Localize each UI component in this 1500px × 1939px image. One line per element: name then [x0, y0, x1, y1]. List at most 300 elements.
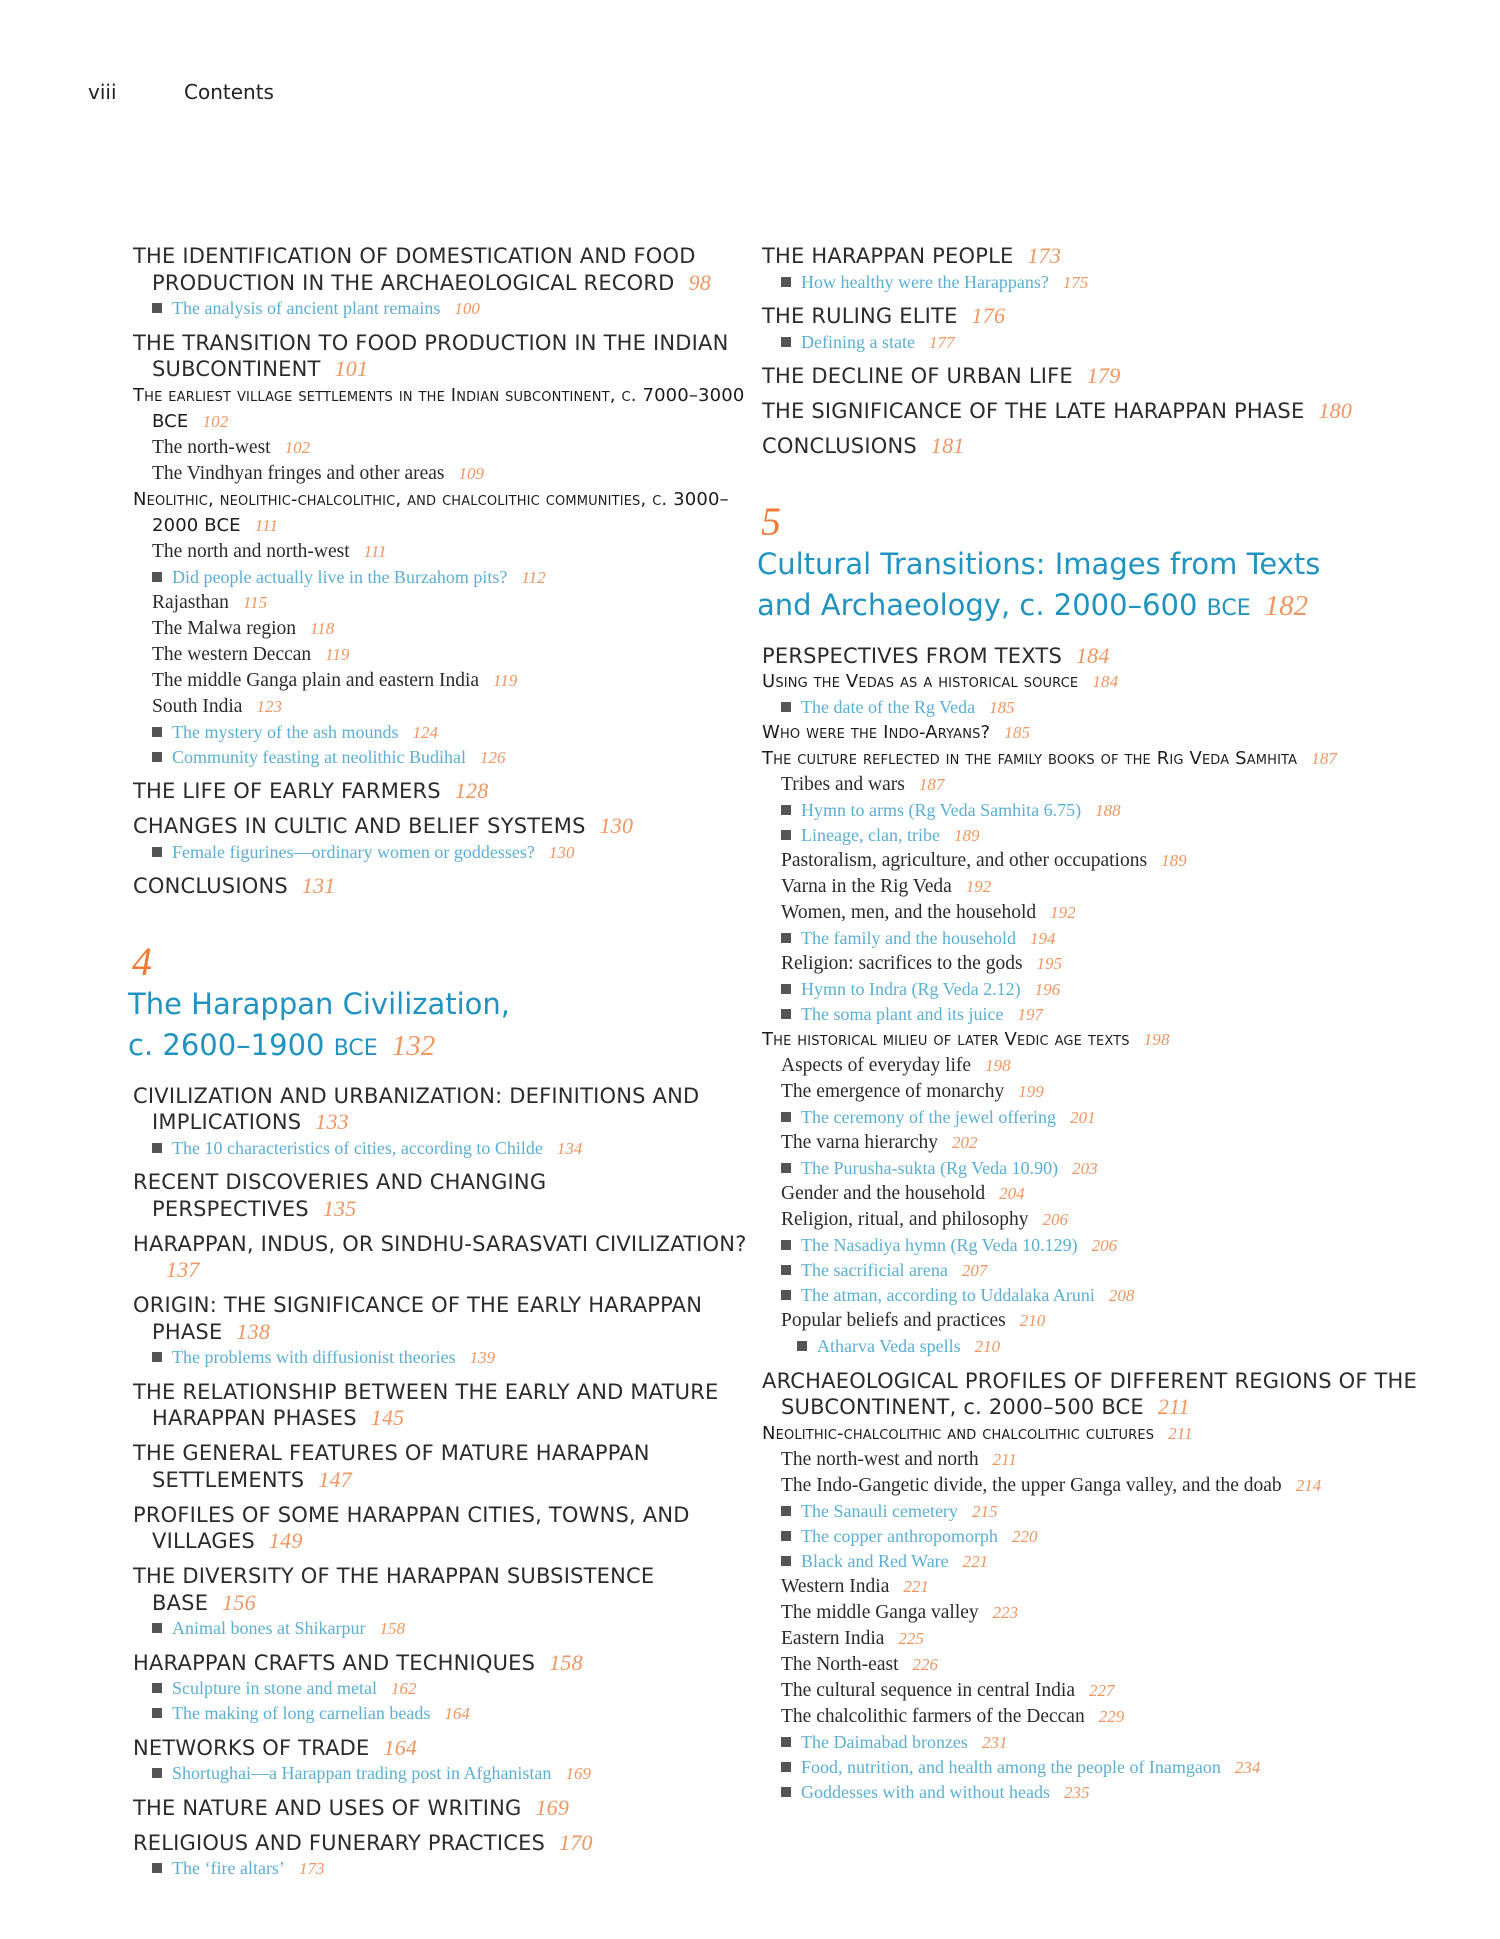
entry-title: The ‘fire altars’ — [172, 1858, 285, 1878]
entry-title: Popular beliefs and practices — [781, 1310, 1006, 1331]
entry-title: Religion, ritual, and philosophy — [781, 1209, 1029, 1230]
page-number: 175 — [1062, 272, 1089, 292]
page-number: 203 — [1072, 1159, 1098, 1178]
page-number: 198 — [985, 1056, 1011, 1075]
entry-title: The analysis of ancient plant remains — [172, 298, 441, 318]
page-number: 182 — [1264, 589, 1309, 622]
toc-section-entry[interactable] — [128, 1830, 748, 1857]
toc-topic-entry[interactable] — [757, 874, 1437, 900]
toc-boxed-feature-entry[interactable] — [128, 720, 748, 745]
page-number: 130 — [599, 813, 634, 838]
entry-title: THE DECLINE OF URBAN LIFE — [762, 364, 1073, 388]
entry-title: The western Deccan — [152, 643, 312, 665]
page-number: 195 — [1036, 954, 1063, 973]
entry-title: The mystery of the ash mounds — [172, 721, 399, 742]
entry-title: South India — [152, 695, 243, 717]
page-number: 102 — [284, 437, 311, 457]
page-number: 180 — [1318, 398, 1353, 423]
toc-topic-entry[interactable] — [757, 772, 1437, 798]
toc-topic-entry[interactable] — [757, 1207, 1437, 1233]
entry-title: PERSPECTIVES FROM TEXTS — [762, 643, 1062, 668]
toc-boxed-feature-entry[interactable] — [757, 1105, 1437, 1130]
toc-topic-entry[interactable] — [128, 616, 748, 642]
page-number: 235 — [1063, 1782, 1090, 1802]
toc-boxed-feature-entry[interactable] — [128, 1856, 748, 1881]
toc-subsection-entry[interactable] — [757, 1027, 1437, 1053]
page-number: 119 — [325, 644, 350, 664]
toc-boxed-feature-entry[interactable] — [757, 798, 1437, 823]
page-number: 169 — [535, 1794, 570, 1820]
toc-section-entry[interactable] — [128, 1231, 748, 1284]
page-number: 210 — [1019, 1311, 1046, 1330]
toc-section-entry[interactable] — [128, 1735, 748, 1762]
toc-section-entry[interactable] — [757, 643, 1437, 670]
page-number: 111 — [254, 515, 279, 535]
toc-topic-entry[interactable] — [128, 642, 748, 668]
page-number: 231 — [981, 1732, 1008, 1752]
entry-title: Neolithic, neolithic-chalcolithic, and chalcolithic communities, c. 3000–2000 BCE — [133, 488, 729, 536]
page-number: 202 — [952, 1133, 978, 1152]
square-bullet-icon — [781, 1112, 791, 1122]
page-number: 234 — [1234, 1757, 1261, 1777]
page-number: 123 — [256, 696, 282, 716]
toc-boxed-feature-entry[interactable] — [128, 1616, 748, 1641]
entry-title: HARAPPAN CRAFTS AND TECHNIQUES — [133, 1650, 536, 1675]
page-number: 221 — [962, 1551, 989, 1571]
toc-section-entry[interactable] — [128, 1563, 748, 1616]
square-bullet-icon — [152, 1623, 162, 1633]
toc-topic-entry[interactable] — [757, 1473, 1437, 1499]
toc-boxed-feature-entry[interactable] — [128, 1345, 748, 1370]
page-number: 126 — [479, 747, 506, 767]
toc-section-entry[interactable] — [128, 1795, 748, 1822]
toc-topic-entry[interactable] — [128, 694, 748, 720]
page-number: 184 — [1075, 642, 1110, 668]
toc-section-entry[interactable] — [128, 1650, 748, 1677]
toc-topic-entry[interactable] — [757, 1574, 1437, 1600]
page-number: 185 — [1004, 723, 1031, 742]
square-bullet-icon — [152, 572, 162, 582]
page-number: 214 — [1295, 1475, 1322, 1495]
toc-boxed-feature-entry[interactable] — [757, 330, 1437, 355]
toc-topic-entry[interactable] — [757, 1308, 1437, 1334]
toc-topic-entry[interactable] — [757, 951, 1437, 977]
toc-boxed-feature-entry[interactable] — [128, 1761, 748, 1786]
entry-title: The date of the Rg Veda — [801, 697, 976, 717]
page-number: 176 — [971, 303, 1006, 328]
page-number: 131 — [301, 873, 336, 898]
entry-title: The soma plant and its juice — [801, 1004, 1004, 1024]
page-number: 192 — [965, 877, 992, 896]
toc-boxed-feature-entry[interactable] — [128, 296, 748, 321]
entry-title: The family and the household — [801, 928, 1016, 948]
entry-title: Did people actually live in the Burzahom pits? — [172, 566, 508, 587]
square-bullet-icon — [152, 1863, 162, 1873]
entry-title: THE GENERAL FEATURES OF MATURE HARAPPAN SETTLEMENTS — [133, 1441, 650, 1492]
page-number: 173 — [1027, 243, 1062, 268]
entry-title: Using the Vedas as a historical source — [762, 671, 1079, 692]
square-bullet-icon — [797, 1341, 807, 1351]
toc-boxed-feature-entry[interactable] — [757, 1258, 1437, 1283]
page-number: 192 — [1050, 903, 1076, 922]
entry-title: Atharva Veda spells — [817, 1336, 961, 1356]
entry-title: The Indo-Gangetic divide, the upper Ganga valley, and the doab — [781, 1474, 1282, 1496]
page-number: 162 — [390, 1679, 417, 1698]
entry-title: Western India — [781, 1575, 890, 1597]
entry-title: Lineage, clan, tribe — [801, 825, 940, 845]
page-number: 197 — [1017, 1005, 1043, 1024]
chapter-title[interactable] — [757, 544, 1437, 629]
entry-title: Hymn to arms (Rg Veda Samhita 6.75) — [801, 800, 1082, 820]
square-bullet-icon — [152, 1683, 162, 1693]
page-number: 227 — [1089, 1680, 1115, 1700]
entry-title: The Purusha-sukta (Rg Veda 10.90) — [801, 1158, 1059, 1178]
page-number: 133 — [315, 1109, 349, 1134]
toc-section-entry[interactable] — [128, 330, 748, 383]
toc-boxed-feature-entry[interactable] — [757, 926, 1437, 951]
toc-right-column — [757, 243, 1437, 1805]
entry-title: THE HARAPPAN PEOPLE — [762, 244, 1014, 268]
running-head: Contents — [184, 80, 274, 104]
page-number: 109 — [458, 463, 484, 483]
toc-topic-entry[interactable] — [757, 1626, 1437, 1652]
page-number: 134 — [556, 1138, 583, 1158]
toc-topic-entry[interactable] — [757, 1130, 1437, 1156]
page-number: 138 — [236, 1318, 271, 1344]
page-number: 177 — [928, 332, 955, 352]
entry-title: Who were the Indo-Aryans? — [762, 722, 991, 743]
page-number: 208 — [1108, 1286, 1135, 1305]
toc-boxed-feature-entry[interactable] — [128, 1676, 748, 1701]
page-number: 128 — [454, 778, 489, 803]
chapter-title[interactable] — [128, 984, 748, 1069]
page-number: 185 — [989, 698, 1015, 717]
entry-title: CIVILIZATION AND URBANIZATION: DEFINITIONS AND IMPLICATIONS — [133, 1083, 700, 1134]
toc-topic-entry[interactable] — [128, 590, 748, 616]
page-number: 226 — [912, 1654, 938, 1674]
entry-title: CONCLUSIONS — [762, 434, 917, 458]
entry-title: Neolithic-chalcolithic and chalcolithic cultures — [762, 1422, 1155, 1444]
toc-boxed-feature-entry[interactable] — [757, 1002, 1437, 1027]
toc-section-entry[interactable] — [128, 243, 748, 296]
page-number: 194 — [1029, 929, 1056, 948]
entry-title: Religion: sacrifices to the gods — [781, 953, 1023, 974]
entry-title: THE TRANSITION TO FOOD PRODUCTION IN THE INDIAN SUBCONTINENT — [133, 330, 729, 381]
page-number: 206 — [1042, 1210, 1069, 1229]
entry-title: THE LIFE OF EARLY FARMERS — [133, 779, 441, 803]
page-number: 170 — [559, 1829, 593, 1855]
page-number: 132 — [391, 1029, 436, 1062]
toc-left-column — [128, 243, 748, 1881]
entry-title: Community feasting at neolithic Budihal — [172, 746, 466, 767]
era-label: BCE — [1206, 595, 1251, 621]
page-number: 223 — [992, 1602, 1019, 1622]
entry-title: Women, men, and the household — [781, 902, 1037, 923]
page-number: 119 — [493, 670, 518, 690]
entry-title: ORIGIN: THE SIGNIFICANCE OF THE EARLY HARAPPAN PHASE — [133, 1293, 703, 1344]
toc-subsection-entry[interactable] — [128, 383, 748, 435]
square-bullet-icon — [781, 337, 791, 347]
page-number: 100 — [454, 299, 480, 318]
page-number: 181 — [930, 433, 965, 458]
entry-title: Shortughai—a Harappan trading post in Afghanistan — [172, 1763, 552, 1783]
square-bullet-icon — [781, 1762, 791, 1772]
page-number: 179 — [1086, 363, 1121, 388]
entry-title: The making of long carnelian beads — [172, 1703, 431, 1723]
page-number: 135 — [322, 1195, 357, 1221]
entry-title: The ceremony of the jewel offering — [801, 1107, 1057, 1127]
entry-title: The sacrificial arena — [801, 1260, 948, 1280]
toc-boxed-feature-entry[interactable] — [757, 1156, 1437, 1181]
page-number: 207 — [961, 1261, 988, 1280]
toc-boxed-feature-entry[interactable] — [757, 1524, 1437, 1549]
toc-boxed-feature-entry[interactable] — [757, 823, 1437, 848]
toc-subsection-entry[interactable] — [757, 720, 1437, 746]
toc-boxed-feature-entry[interactable] — [757, 1730, 1437, 1755]
chapter-title-line: c. 2600–1900 — [128, 1027, 325, 1062]
toc-topic-entry[interactable] — [757, 1704, 1437, 1730]
page-number: 118 — [310, 618, 335, 638]
page-number: 102 — [202, 411, 229, 431]
page-number: 164 — [383, 1734, 418, 1760]
square-bullet-icon — [152, 1708, 162, 1718]
square-bullet-icon — [152, 303, 162, 313]
toc-boxed-feature-entry[interactable] — [757, 270, 1437, 295]
toc-boxed-feature-entry[interactable] — [128, 840, 748, 865]
entry-title: The earliest village settlements in the Indian subcontinent, c. 7000–3000 BCE — [133, 384, 745, 432]
toc-section-entry[interactable] — [128, 778, 748, 805]
entry-title: The Sanauli cemetery — [801, 1500, 958, 1521]
square-bullet-icon — [781, 984, 791, 994]
entry-title: The north-west and north — [781, 1448, 979, 1470]
toc-section-entry[interactable] — [128, 1083, 748, 1136]
entry-title: The 10 characteristics of cities, according to Childe — [172, 1137, 543, 1158]
page-number: 229 — [1098, 1706, 1125, 1726]
toc-section-entry[interactable] — [757, 243, 1437, 270]
page-number: 221 — [903, 1576, 929, 1596]
page-number: 199 — [1018, 1082, 1044, 1101]
entry-title: Goddesses with and without heads — [801, 1781, 1050, 1802]
toc-section-entry[interactable] — [128, 1169, 748, 1222]
entry-title: Hymn to Indra (Rg Veda 2.12) — [801, 979, 1021, 999]
toc-topic-entry[interactable] — [128, 435, 748, 461]
entry-title: Varna in the Rig Veda — [781, 876, 952, 897]
entry-title: The problems with diffusionist theories — [172, 1347, 456, 1367]
page-number: 211 — [992, 1449, 1017, 1469]
toc-topic-entry[interactable] — [757, 1181, 1437, 1207]
page-number: 124 — [412, 722, 438, 742]
toc-boxed-feature-entry[interactable] — [757, 1549, 1437, 1574]
entry-title: The copper anthropomorph — [801, 1525, 998, 1546]
page-number: 198 — [1143, 1030, 1170, 1049]
toc-topic-entry[interactable] — [128, 539, 748, 565]
toc-subsection-entry[interactable] — [757, 669, 1437, 695]
page-number: 225 — [898, 1628, 924, 1648]
entry-title: THE NATURE AND USES OF WRITING — [133, 1795, 522, 1820]
page-number: 158 — [379, 1619, 405, 1638]
toc-boxed-feature-entry[interactable] — [128, 1701, 748, 1726]
entry-title: The emergence of monarchy — [781, 1081, 1005, 1102]
square-bullet-icon — [781, 1737, 791, 1747]
page-number: 211 — [1157, 1394, 1190, 1419]
toc-section-entry[interactable] — [757, 1368, 1437, 1421]
entry-title: The culture reflected in the family books of the Rig Veda Samhita — [762, 748, 1298, 769]
toc-topic-entry[interactable] — [757, 1079, 1437, 1105]
toc-topic-entry[interactable] — [128, 461, 748, 487]
page-number: 149 — [268, 1528, 303, 1553]
entry-title: How healthy were the Harappans? — [801, 271, 1049, 292]
square-bullet-icon — [152, 847, 162, 857]
page-number: 147 — [318, 1466, 352, 1492]
entry-title: The Daimabad bronzes — [801, 1731, 968, 1752]
entry-title: The middle Ganga valley — [781, 1601, 979, 1623]
square-bullet-icon — [781, 805, 791, 815]
page-number: 196 — [1034, 980, 1061, 999]
entry-title: Sculpture in stone and metal — [172, 1678, 377, 1698]
toc-section-entry[interactable] — [757, 363, 1437, 390]
toc-topic-entry[interactable] — [757, 1600, 1437, 1626]
page-number: 184 — [1092, 672, 1119, 691]
page-number: 112 — [521, 567, 546, 587]
entry-title: CHANGES IN CULTIC AND BELIEF SYSTEMS — [133, 814, 586, 838]
page-number: 187 — [1311, 749, 1338, 768]
page-number: 130 — [548, 842, 575, 862]
page-number: 201 — [1070, 1108, 1096, 1127]
toc-topic-entry[interactable] — [757, 1652, 1437, 1678]
toc-section-entry[interactable] — [128, 1440, 748, 1493]
entry-title: NETWORKS OF TRADE — [133, 1735, 370, 1760]
toc-boxed-feature-entry[interactable] — [757, 1334, 1437, 1359]
toc-boxed-feature-entry[interactable] — [757, 1283, 1437, 1308]
toc-boxed-feature-entry[interactable] — [757, 1499, 1437, 1524]
square-bullet-icon — [152, 1768, 162, 1778]
entry-title: Gender and the household — [781, 1183, 986, 1204]
toc-topic-entry[interactable] — [757, 848, 1437, 874]
toc-boxed-feature-entry[interactable] — [757, 1233, 1437, 1258]
square-bullet-icon — [781, 1787, 791, 1797]
toc-section-entry[interactable] — [757, 433, 1437, 460]
toc-topic-entry[interactable] — [757, 1053, 1437, 1079]
entry-title: The cultural sequence in central India — [781, 1679, 1075, 1701]
toc-boxed-feature-entry[interactable] — [757, 977, 1437, 1002]
toc-subsection-entry[interactable] — [757, 746, 1437, 772]
page-number: 204 — [999, 1184, 1025, 1203]
square-bullet-icon — [781, 1506, 791, 1516]
entry-title: HARAPPAN, INDUS, OR SINDHU-SARASVATI CIVILIZATION? — [133, 1231, 747, 1256]
toc-boxed-feature-entry[interactable] — [757, 695, 1437, 720]
page-number: viii — [88, 80, 117, 104]
page-number: 211 — [1168, 1423, 1193, 1443]
page-number: 139 — [469, 1348, 496, 1367]
square-bullet-icon — [781, 277, 791, 287]
entry-title: Rajasthan — [152, 591, 229, 613]
entry-title: The varna hierarchy — [781, 1132, 938, 1153]
page-number: 173 — [298, 1859, 325, 1878]
toc-section-entry[interactable] — [128, 1502, 748, 1555]
entry-title: Aspects of everyday life — [781, 1055, 972, 1076]
toc-section-entry[interactable] — [757, 398, 1437, 425]
page-number: 169 — [565, 1764, 591, 1783]
entry-title: The North-east — [781, 1653, 899, 1675]
square-bullet-icon — [781, 1290, 791, 1300]
entry-title: Tribes and wars — [781, 774, 905, 795]
entry-title: RELIGIOUS AND FUNERARY PRACTICES — [133, 1830, 546, 1855]
page-number: 220 — [1011, 1526, 1038, 1546]
entry-title: THE IDENTIFICATION OF DOMESTICATION AND FOOD PRODUCTION IN THE ARCHAEOLOGICAL RECORD — [133, 244, 696, 295]
entry-title: The Malwa region — [152, 617, 297, 639]
toc-topic-entry[interactable] — [757, 1678, 1437, 1704]
entry-title: The Vindhyan fringes and other areas — [152, 462, 445, 484]
page-number: 206 — [1091, 1236, 1118, 1255]
entry-title: RECENT DISCOVERIES AND CHANGING PERSPECTIVES — [133, 1170, 547, 1221]
entry-title: PROFILES OF SOME HARAPPAN CITIES, TOWNS, AND VILLAGES — [133, 1502, 690, 1553]
entry-title: The middle Ganga plain and eastern India — [152, 669, 480, 691]
toc-section-entry[interactable] — [757, 303, 1437, 330]
entry-title: The north-west — [152, 436, 271, 458]
square-bullet-icon — [781, 1531, 791, 1541]
toc-boxed-feature-entry[interactable] — [757, 1780, 1437, 1805]
toc-topic-entry[interactable] — [757, 1447, 1437, 1473]
square-bullet-icon — [781, 1163, 791, 1173]
entry-title: Eastern India — [781, 1627, 885, 1649]
chapter-title-line: The Harappan Civilization, — [128, 986, 511, 1021]
entry-title: The north and north-west — [152, 540, 350, 562]
entry-title: Defining a state — [801, 331, 915, 352]
toc-boxed-feature-entry[interactable] — [128, 1136, 748, 1161]
chapter-title-line: and Archaeology, c. 2000–600 — [757, 587, 1198, 622]
chapter-number: 4 — [132, 938, 152, 984]
page-number: 137 — [166, 1257, 200, 1282]
toc-section-entry[interactable] — [128, 873, 748, 900]
page-number: 215 — [971, 1501, 998, 1521]
entry-title: THE DIVERSITY OF THE HARAPPAN SUBSISTENCE BASE — [133, 1564, 655, 1615]
page-number: 164 — [444, 1704, 470, 1723]
square-bullet-icon — [781, 702, 791, 712]
chapter-title-line: Cultural Transitions: Images from Texts — [757, 546, 1321, 581]
page-number: 210 — [974, 1337, 1001, 1356]
page-number: 189 — [1161, 851, 1187, 870]
square-bullet-icon — [781, 1556, 791, 1566]
square-bullet-icon — [781, 830, 791, 840]
square-bullet-icon — [152, 727, 162, 737]
toc-section-entry[interactable] — [128, 813, 748, 840]
square-bullet-icon — [781, 1265, 791, 1275]
square-bullet-icon — [781, 1240, 791, 1250]
entry-title: Pastoralism, agriculture, and other occupations — [781, 850, 1148, 871]
entry-title: ARCHAEOLOGICAL PROFILES OF DIFFERENT REGIONS OF THE SUBCONTINENT, c. 2000–500 BCE — [762, 1368, 1417, 1419]
toc-section-entry[interactable] — [128, 1292, 748, 1345]
toc-section-entry[interactable] — [128, 1379, 748, 1432]
toc-boxed-feature-entry[interactable] — [757, 1755, 1437, 1780]
toc-subsection-entry[interactable] — [128, 487, 748, 539]
entry-title: Food, nutrition, and health among the people of Inamgaon — [801, 1756, 1221, 1777]
page-number: 187 — [918, 775, 945, 794]
page-number: 189 — [953, 826, 980, 845]
toc-boxed-feature-entry[interactable] — [128, 745, 748, 770]
entry-title: Female figurines—ordinary women or goddesses? — [172, 841, 535, 862]
toc-subsection-entry[interactable] — [757, 1421, 1437, 1447]
page-number: 115 — [242, 592, 268, 612]
page-number: 156 — [222, 1589, 256, 1615]
entry-title: The chalcolithic farmers of the Deccan — [781, 1705, 1085, 1727]
square-bullet-icon — [152, 1352, 162, 1362]
entry-title: Black and Red Ware — [801, 1550, 949, 1571]
toc-topic-entry[interactable] — [128, 668, 748, 694]
page-number: 145 — [370, 1405, 405, 1430]
toc-topic-entry[interactable] — [757, 900, 1437, 926]
toc-boxed-feature-entry[interactable] — [128, 565, 748, 590]
entry-title: The historical milieu of later Vedic age texts — [762, 1029, 1130, 1050]
